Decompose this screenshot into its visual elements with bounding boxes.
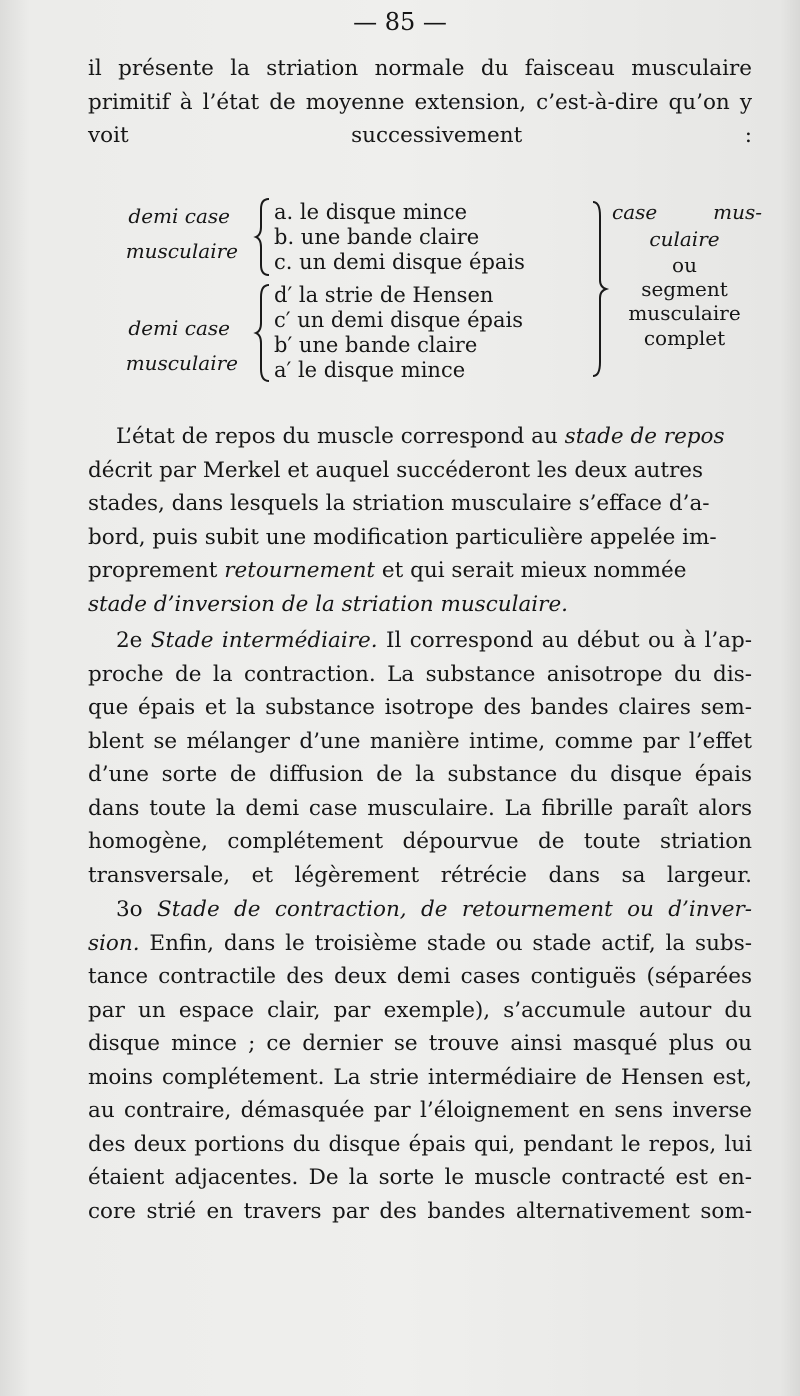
text-line: que épais et la substance isotrope des bandes claires sem- bbox=[88, 695, 752, 720]
stage-number: 2e bbox=[116, 628, 151, 653]
text-line bbox=[88, 624, 752, 658]
diagram-item: b′ une bande claire bbox=[274, 333, 478, 357]
right-label-word: case bbox=[612, 200, 658, 224]
text-line: disque mince ; ce dernier se trouve ainsi masqué plus ou bbox=[88, 1031, 752, 1056]
group2-label-line2: musculaire bbox=[125, 351, 238, 375]
text-line bbox=[88, 554, 752, 588]
group1-label-line2: musculaire bbox=[125, 239, 238, 263]
text-line: homogène, complétement dépourvue de toute striation bbox=[88, 829, 752, 854]
text-line bbox=[88, 927, 752, 961]
group2-label-line1: demi case bbox=[128, 316, 230, 340]
diagram-item: c′ un demi disque épais bbox=[274, 308, 523, 332]
right-label-line2: culaire bbox=[649, 227, 720, 251]
left-brace-icon bbox=[254, 283, 272, 383]
diagram-item: a′ le disque mince bbox=[274, 358, 466, 382]
text-run: Il correspond au début ou à l’ap- bbox=[377, 628, 752, 653]
stage-title: Stade de contraction, de retournement ou d’inver- bbox=[157, 897, 752, 922]
text-line: stade d’inversion de la striation musculaire. bbox=[88, 591, 569, 617]
text-line: transversale, et légèrement rétrécie dans sa largeur. bbox=[88, 862, 752, 888]
text-run: L’état de repos du muscle correspond au bbox=[116, 424, 565, 449]
text-line: des deux portions du disque épais qui, pendant le repos, lui bbox=[88, 1131, 752, 1157]
diagram-item: a. le disque mince bbox=[274, 200, 468, 224]
diagram-item: d′ la strie de Hensen bbox=[274, 283, 494, 307]
text-line: voit successivement : bbox=[88, 123, 752, 148]
text-line: il présente la striation normale du faisceau musculaire bbox=[88, 56, 752, 81]
sarcomere-diagram bbox=[0, 0, 800, 420]
paragraph-stade-contraction bbox=[88, 893, 752, 1228]
text-line: par un espace clair, par exemple), s’accumule autour du bbox=[88, 997, 752, 1023]
text-line: stades, dans lesquels la striation musculaire s’efface d’a- bbox=[88, 491, 710, 516]
text-line: moins complétement. La strie intermédiaire de Hensen est, bbox=[88, 1064, 752, 1090]
italic-term: retournement bbox=[224, 558, 376, 583]
right-label-line4: segment bbox=[641, 277, 728, 301]
text-line bbox=[88, 893, 752, 927]
right-label-word: mus- bbox=[713, 200, 762, 224]
text-line bbox=[88, 420, 752, 454]
text-line: décrit par Merkel et auquel succéderont les deux autres bbox=[88, 457, 704, 483]
text-run: et qui serait mieux nommée bbox=[375, 558, 687, 583]
diagram-item: b. une bande claire bbox=[274, 225, 480, 249]
right-label-line3: ou bbox=[672, 253, 697, 277]
stage-title: sion. bbox=[88, 930, 140, 956]
text-line: core strié en travers par des bandes alternativement som- bbox=[88, 1198, 752, 1224]
stage-number: 3o bbox=[116, 897, 157, 922]
text-line: tance contractile des deux demi cases contiguës (séparées bbox=[88, 964, 752, 989]
right-label-line6: complet bbox=[643, 326, 726, 350]
stage-title: Stade intermédiaire. bbox=[150, 628, 378, 653]
group1-label-line1: demi case bbox=[128, 204, 230, 228]
text-line: primitif à l’état de moyenne extension, c’est-à-dire qu’on y bbox=[88, 89, 752, 115]
text-line: bord, puis subit une modification particulière appelée im- bbox=[88, 524, 717, 550]
right-label-line5: musculaire bbox=[628, 301, 741, 325]
paragraph-stade-intermediaire bbox=[88, 624, 752, 892]
diagram-item: c. un demi disque épais bbox=[274, 250, 525, 274]
text-line: blent se mélanger d’une manière intime, comme par l’effet bbox=[88, 728, 752, 754]
text-line: proche de la contraction. La substance anisotrope du dis- bbox=[88, 661, 752, 687]
left-brace-icon bbox=[254, 197, 272, 277]
text-run: proprement bbox=[88, 558, 225, 583]
right-label-line1 bbox=[612, 199, 762, 225]
italic-term: stade de repos bbox=[564, 424, 725, 449]
text-run: Enfin, dans le troisième stade ou stade actif, la subs- bbox=[139, 930, 752, 956]
text-line: au contraire, démasquée par l’éloignement en sens inverse bbox=[88, 1098, 752, 1123]
page-number: — 85 — bbox=[353, 8, 447, 36]
text-line: dans toute la demi case musculaire. La fibrille paraît alors bbox=[88, 795, 752, 821]
text-line: d’une sorte de diffusion de la substance du disque épais bbox=[88, 762, 752, 787]
paragraph-repos bbox=[88, 420, 752, 621]
text-line: étaient adjacentes. De la sorte le muscle contracté est en- bbox=[88, 1165, 752, 1190]
right-brace-icon bbox=[590, 200, 608, 378]
